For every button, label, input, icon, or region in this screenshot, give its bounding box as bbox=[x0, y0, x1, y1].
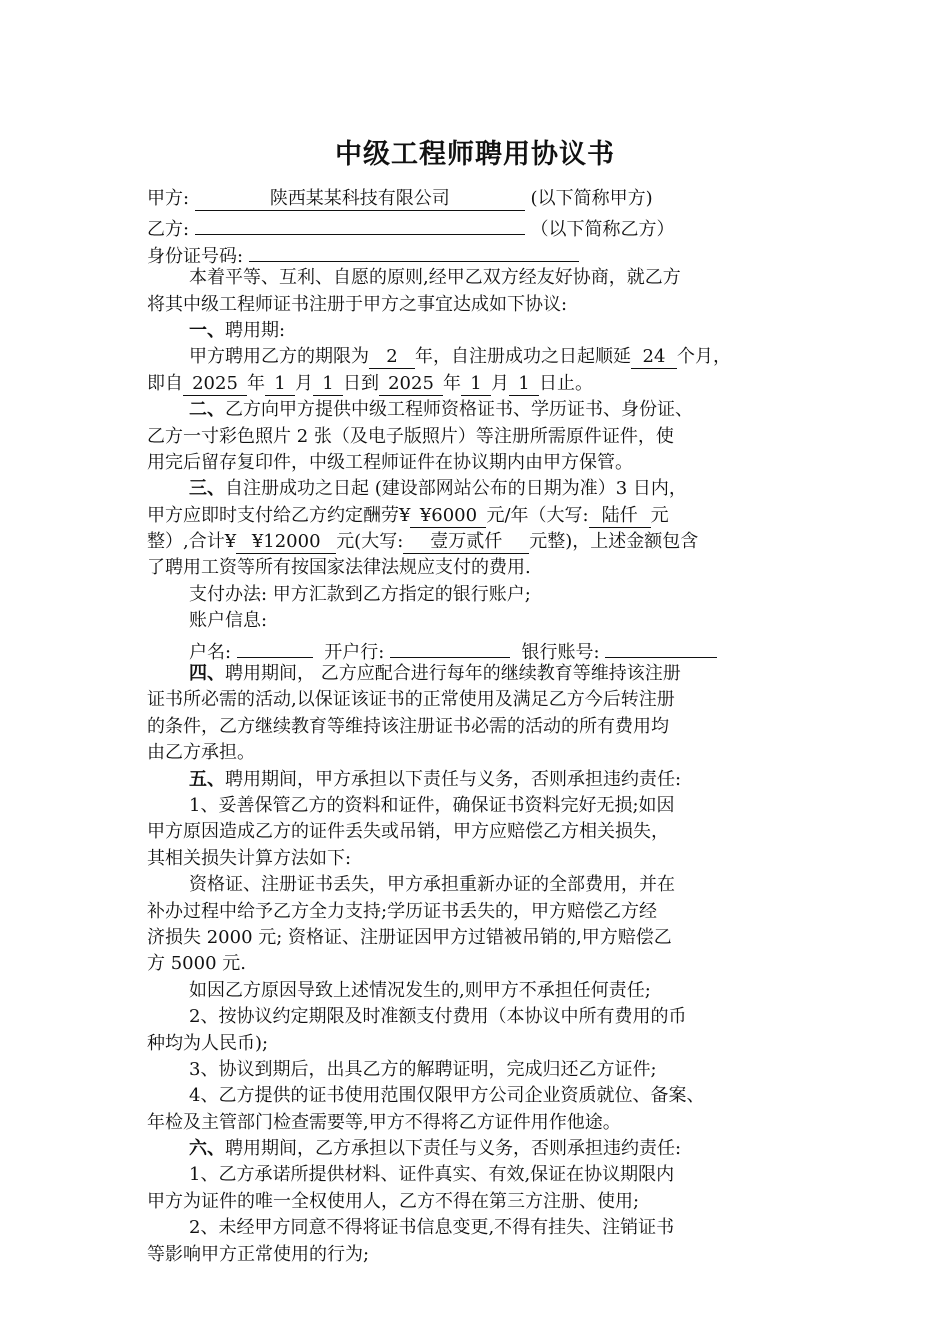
section-5-item-2-line-1: 2、按协议约定期限及时准额支付费用（本协议中所有费用的币 bbox=[189, 1006, 687, 1028]
section-2-line-2: 乙方一寸彩色照片 2 张（及电子版照片）等注册所需原件证件，使 bbox=[147, 425, 674, 447]
section-3-line-2 bbox=[147, 503, 807, 529]
section-6-text-1: 聘用期间，乙方承担以下责任与义务，否则承担违约责任: bbox=[225, 1138, 682, 1160]
section-2-number: 二、 bbox=[189, 399, 225, 421]
section-4-number: 四、 bbox=[189, 663, 225, 685]
section-3-fee-prefix: 甲方应即时支付给乙方约定酬劳¥ bbox=[147, 504, 411, 526]
account-details-line bbox=[147, 635, 807, 661]
section-6-item-2-line-2: 等影响甲方正常使用的行为; bbox=[147, 1243, 370, 1265]
party-a-line bbox=[147, 186, 807, 212]
section-1-heading-line bbox=[147, 318, 807, 344]
end-month-field: 1 bbox=[461, 373, 491, 396]
id-label: 身份证号码: bbox=[147, 245, 244, 267]
payment-method: 支付办法: 甲方汇款到乙方指定的银行账户; bbox=[189, 583, 531, 605]
section-5-item-3: 3、协议到期后，出具乙方的解聘证明，完成归还乙方证件; bbox=[189, 1058, 657, 1080]
party-b-name-field bbox=[195, 212, 525, 235]
section-3-fee-unit: 元/年（大写: bbox=[486, 504, 589, 526]
dates-to: 日到 bbox=[343, 372, 379, 394]
id-line bbox=[147, 239, 807, 265]
end-day-field: 1 bbox=[509, 373, 539, 396]
year-char-2: 年 bbox=[443, 372, 461, 394]
section-4-line-3: 的条件，乙方继续教育等维持该注册证书必需的活动的所有费用均 bbox=[147, 715, 669, 737]
section-3-number: 三、 bbox=[189, 478, 225, 500]
document-title: 中级工程师聘用协议书 bbox=[335, 139, 615, 170]
section-6-item-1-line-1: 1、乙方承诺所提供材料、证件真实、有效,保证在协议期限内 bbox=[189, 1164, 675, 1186]
account-name-label: 户名: bbox=[189, 641, 232, 663]
intro-line-1: 本着平等、互利、自愿的原则,经甲乙双方经友好协商，就乙方 bbox=[189, 267, 681, 289]
section-5-item-4-line-1: 4、乙方提供的证书使用范围仅限甲方公司企业资质就位、备案、 bbox=[189, 1085, 705, 1107]
section-5-line-1 bbox=[147, 767, 807, 793]
term-months-field: 24 bbox=[631, 346, 677, 369]
dates-end: 日止。 bbox=[539, 372, 593, 394]
section-5-comp-line-2: 补办过程中给予乙方全力支持;学历证书丢失的，甲方赔偿乙方经 bbox=[147, 900, 658, 922]
account-number-label: 银行账号: bbox=[521, 641, 600, 663]
start-month-field: 1 bbox=[265, 373, 295, 396]
start-year-field: 2025 bbox=[183, 373, 247, 396]
start-day-field: 1 bbox=[313, 373, 343, 396]
term-years-field: 2 bbox=[369, 346, 415, 369]
section-5-item-1-line-1: 1、妥善保管乙方的资料和证件，确保证书资料完好无损;如因 bbox=[189, 794, 675, 816]
section-2-line-3: 用完后留存复印件，中级工程师证件在协议期内由甲方保管。 bbox=[147, 451, 633, 473]
section-1-term-line bbox=[147, 344, 807, 370]
annual-fee-words-field: 陆仟 bbox=[589, 505, 651, 528]
bank-label: 开户行: bbox=[324, 641, 385, 663]
dates-prefix: 即自 bbox=[147, 372, 183, 394]
section-5-comp-line-3: 济损失 2000 元; 资格证、注册证因甲方过错被吊销的,甲方赔偿乙 bbox=[147, 926, 672, 948]
section-1-dates-line bbox=[147, 371, 807, 397]
section-1-text-b: 年，自注册成功之日起顺延 bbox=[415, 346, 631, 368]
section-6-number: 六、 bbox=[189, 1138, 225, 1160]
party-b-line bbox=[147, 212, 807, 241]
section-4-text-1: 聘用期间， 乙方应配合进行每年的继续教育等维持该注册 bbox=[225, 663, 681, 685]
total-fee-words-field: 壹万贰仟 bbox=[403, 531, 529, 554]
id-number-field bbox=[249, 239, 579, 262]
end-year-field: 2025 bbox=[379, 373, 443, 396]
party-b-suffix: （以下简称乙方） bbox=[530, 219, 675, 241]
section-1-number: 一、 bbox=[189, 319, 225, 341]
party-a-label: 甲方: bbox=[147, 188, 190, 209]
section-1-text-c: 个月， bbox=[677, 346, 731, 368]
section-5-exception: 如因乙方原因导致上述情况发生的,则甲方不承担任何责任; bbox=[189, 979, 651, 1001]
intro-line-2: 将其中级工程师证书注册于甲方之事宜达成如下协议: bbox=[147, 293, 568, 315]
account-number-field bbox=[605, 635, 717, 658]
section-1-title: 聘用期: bbox=[225, 319, 286, 341]
section-3-total-prefix: 整）,合计¥ bbox=[147, 531, 237, 553]
section-6-item-1-line-2: 甲方为证件的唯一全权使用人，乙方不得在第三方注册、使用; bbox=[147, 1190, 640, 1212]
section-5-item-1-line-2: 甲方原因造成乙方的证件丢失或吊销，甲方应赔偿乙方相关损失， bbox=[147, 821, 669, 843]
account-info-label: 账户信息: bbox=[189, 610, 268, 632]
section-2-line-1 bbox=[147, 397, 807, 423]
section-6-item-2-line-1: 2、未经甲方同意不得将证书信息变更,不得有挂失、注销证书 bbox=[189, 1217, 675, 1239]
year-char-1: 年 bbox=[247, 372, 265, 394]
section-3-line-1 bbox=[147, 476, 807, 502]
section-3-fee-suffix: 元 bbox=[650, 504, 669, 526]
section-5-comp-line-4: 方 5000 元. bbox=[147, 953, 246, 975]
party-b-label: 乙方: bbox=[147, 219, 190, 241]
section-4-line-1 bbox=[147, 661, 807, 687]
section-4-line-2: 证书所必需的活动,以保证该证书的正常使用及满足乙方今后转注册 bbox=[147, 689, 675, 711]
month-char-1: 月 bbox=[295, 372, 313, 394]
section-1-text-a: 甲方聘用乙方的期限为 bbox=[189, 346, 369, 368]
section-3-text-1: 自注册成功之日起 (建设部网站公布的日期为准）3 日内， bbox=[225, 478, 687, 500]
section-2-text-1: 乙方向甲方提供中级工程师资格证书、学历证书、身份证、 bbox=[225, 399, 693, 421]
section-5-comp-line-1: 资格证、注册证书丢失，甲方承担重新办证的全部费用，并在 bbox=[189, 874, 675, 896]
section-3-line-3 bbox=[147, 529, 807, 555]
section-4-line-4: 由乙方承担。 bbox=[147, 742, 255, 764]
section-5-item-1-line-3: 其相关损失计算方法如下: bbox=[147, 847, 352, 869]
section-5-item-4-line-2: 年检及主管部门检查需要等,甲方不得将乙方证件用作他途。 bbox=[147, 1111, 621, 1133]
bank-name-field bbox=[390, 635, 510, 658]
section-3-total-unit: 元(大写: bbox=[336, 531, 404, 553]
section-6-line-1 bbox=[147, 1136, 807, 1162]
section-5-number: 五、 bbox=[189, 768, 225, 790]
party-a-suffix: (以下简称甲方) bbox=[530, 188, 653, 209]
party-a-name-field: 陕西某某科技有限公司 bbox=[195, 188, 525, 211]
month-char-2: 月 bbox=[491, 372, 509, 394]
account-name-field bbox=[237, 635, 313, 658]
total-fee-field: ¥12000 bbox=[236, 531, 336, 554]
annual-fee-field: ¥6000 bbox=[410, 505, 486, 528]
section-5-item-2-line-2: 种均为人民币); bbox=[147, 1032, 269, 1054]
section-3-line-4: 了聘用工资等所有按国家法律法规应支付的费用. bbox=[147, 557, 531, 579]
section-3-total-suffix: 元整)，上述金额包含 bbox=[529, 531, 699, 553]
document-body bbox=[147, 186, 807, 1268]
section-5-text-1: 聘用期间，甲方承担以下责任与义务，否则承担违约责任: bbox=[225, 768, 682, 790]
